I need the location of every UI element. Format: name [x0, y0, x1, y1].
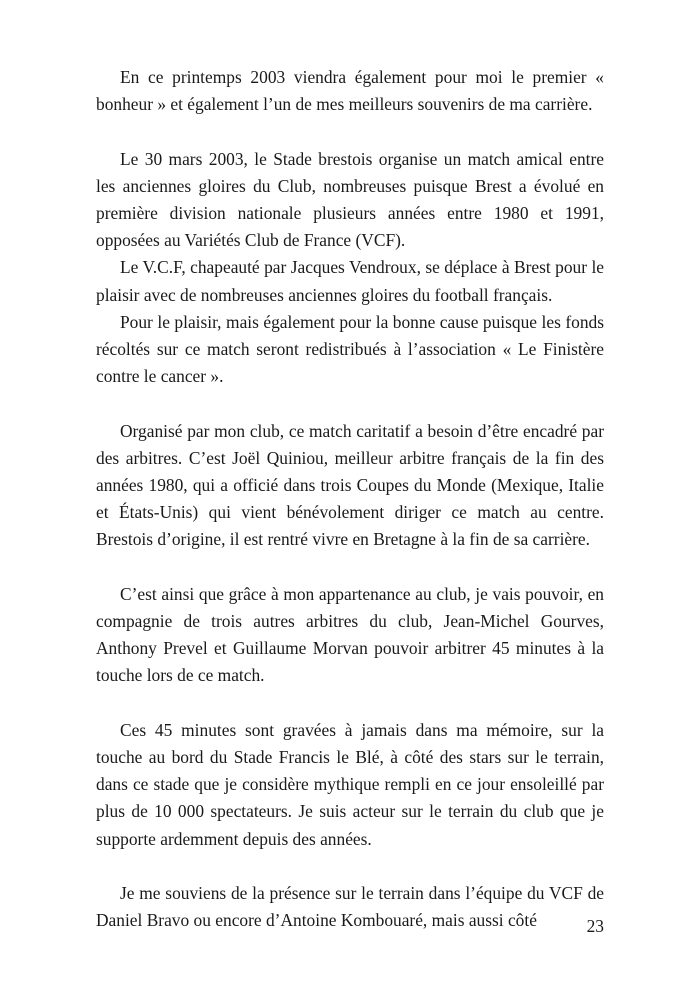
- page-number: 23: [586, 916, 604, 936]
- paragraph-quiniou: Organisé par mon club, ce match caritatif a besoin d’être encadré par des arbitres. C’est Joël Quiniou, meilleur arbitre français de la fin des années 1980, qui a officié dans trois Coupes du Monde (Mexique, Italie et États-Unis) qui vient bénévolement diriger ce match au centre. Brestois d’origine, il est rentré vivre en Bretagne à la fin de sa carrière.: [96, 420, 604, 550]
- paragraph-arbitres: C’est ainsi que grâce à mon appartenance au club, je vais pouvoir, en compagnie de trois autres arbitres du club, Jean-Michel Gourves, Anthony Prevel et Guillaume Morvan pouvoir arbitrer 45 minutes à la touche lors de ce match.: [96, 583, 604, 686]
- page-body: [96, 64, 604, 934]
- paragraph-30-mars: Le 30 mars 2003, le Stade brestois organise un match amical entre les anciennes gloires du Club, nombreuses puisque Brest a évolué en première division nationale plusieurs années entre 1980 et 1991, opposées au Variétés Club de France (VCF).: [96, 148, 604, 251]
- paragraph-45-minutes: Ces 45 minutes sont gravées à jamais dans ma mémoire, sur la touche au bord du Stade Francis le Blé, à côté des stars sur le terrain, dans ce stade que je considère mythique rempli en ce jour ensoleillé par plus de 10 000 spectateurs. Je suis acteur sur le terrain du club que je supporte ardemment depuis des années.: [96, 719, 604, 849]
- paragraph-bonne-cause: Pour le plaisir, mais également pour la bonne cause puisque les fonds récoltés sur ce match seront redistribués à l’association « Le Finistère contre le cancer ».: [96, 311, 604, 387]
- paragraph-printemps: En ce printemps 2003 viendra également pour moi le premier « bonheur » et également l’un de mes meilleurs souvenirs de ma carrière.: [96, 67, 604, 115]
- paragraph-vcf: Le V.C.F, chapeauté par Jacques Vendroux, se déplace à Brest pour le plaisir avec de nombreuses anciennes gloires du football français.: [96, 257, 604, 305]
- paragraph-souvenirs: Je me souviens de la présence sur le terrain dans l’équipe du VCF de Daniel Bravo ou encore d’Antoine Kombouaré, mais aussi côté: [96, 883, 604, 931]
